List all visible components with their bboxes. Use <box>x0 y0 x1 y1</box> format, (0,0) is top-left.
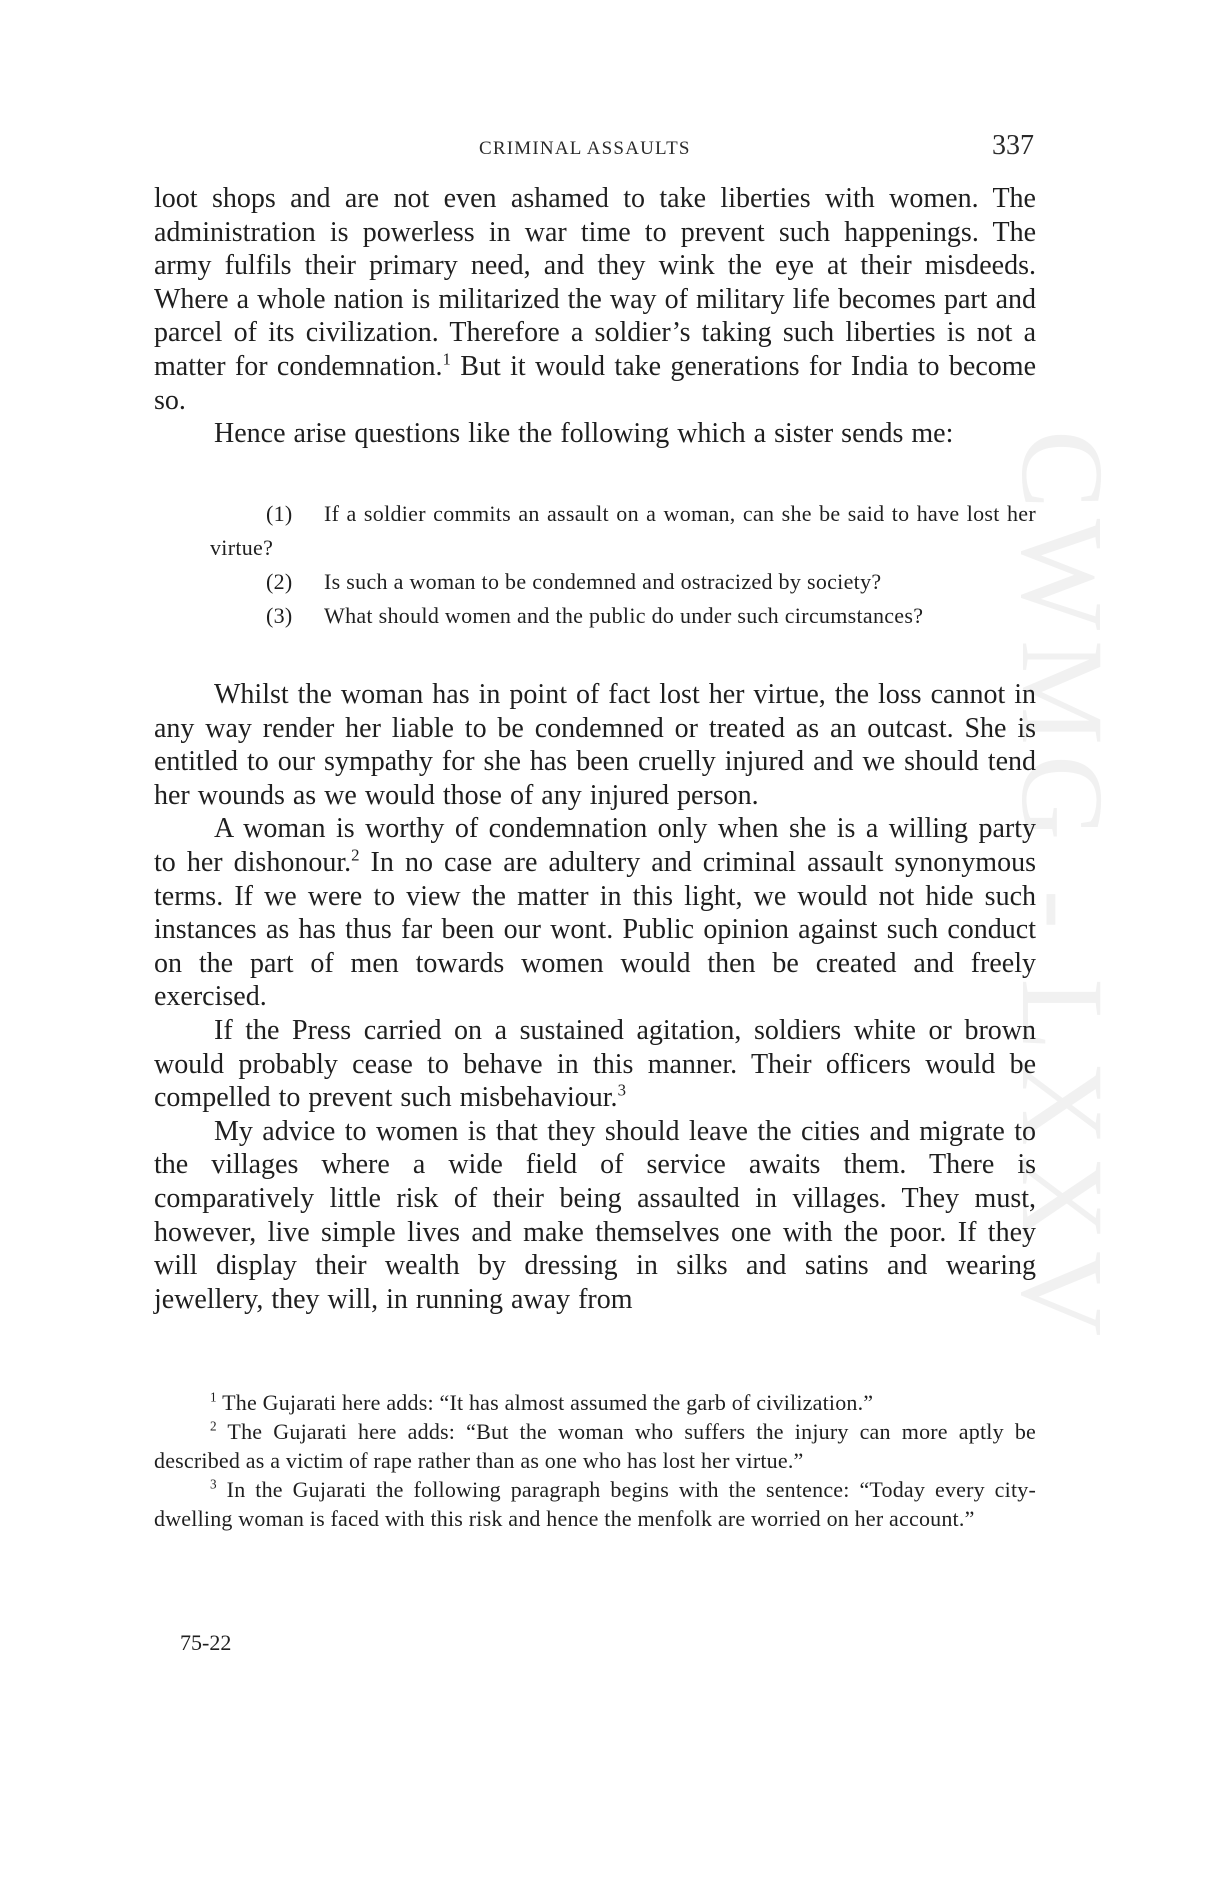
paragraph-4-text: A woman is worthy of condemnation only when she is a willing party to her dishonour. <box>154 813 1036 878</box>
paragraph-5 <box>154 1014 1036 1115</box>
question-item <box>210 565 1036 599</box>
page-header <box>154 130 1034 170</box>
paragraph-2: Hence arise questions like the following which a sister sends me: <box>214 418 954 450</box>
question-text: What should women and the public do under such circumstances? <box>324 603 924 628</box>
question-item <box>210 497 1036 565</box>
footnote-text: The Gujarati here adds: “It has almost assumed the garb of civilization.” <box>216 1390 874 1415</box>
footnote <box>154 1475 1036 1533</box>
question-list <box>210 497 1036 633</box>
footnote-marker: 3 <box>210 1476 217 1492</box>
paragraph-1 <box>154 182 1036 417</box>
question-item <box>210 599 1036 633</box>
sheet-mark: 75-22 <box>180 1630 232 1655</box>
watermark <box>997 430 1130 1550</box>
paragraph-1-text: loot shops and are not even ashamed to take liberties with women. The administration is powerless in war time to prevent such happenings. The army fulfils their primary need, and they wink the eye at their misdeeds. Where a whole nation is militarized the way of military life becomes part and parcel of its civilization. Therefore a soldier’s taking such liberties is not a matter for condemnation. <box>154 183 1036 382</box>
paragraph-5-text: If the Press carried on a sustained agitation, soldiers white or brown would probably cease to behave in this manner. Their officers would be compelled to prevent such misbehaviour. <box>154 1014 1036 1114</box>
footnote <box>154 1417 1036 1475</box>
footnote-text: In the Gujarati the following paragraph begins with the sentence: “Today every city-dwelling woman is faced with this risk and hence the menfolk are worried on her account.” <box>154 1477 1036 1531</box>
footnote-ref-3: 3 <box>617 1080 626 1100</box>
paragraph-3: Whilst the woman has in point of fact lost her virtue, the loss cannot in any way render her liable to be condemned or treated as an outcast. She is entitled to our sympathy for she has been cruelly injured and we should tend her wounds as we would those of any injured person. <box>154 679 1036 811</box>
footnote-ref-1: 1 <box>442 349 451 369</box>
body-text-top <box>154 182 1036 451</box>
paragraph-1-tail: But it would take generations for India to become so. <box>154 350 1036 416</box>
footnote-marker: 2 <box>210 1418 217 1434</box>
paragraph-4-rest: In no case are adultery and criminal assault synonymous terms. If we were to view the matter in this light, we would not hide such instances as has thus far been our wont. Public opinion against such conduct on the part of men towards women would then be created and freely exercised. <box>154 846 1036 1013</box>
footnote <box>154 1388 1036 1417</box>
question-number: (3) <box>266 603 293 628</box>
question-text: If a soldier commits an assault on a woman, can she be said to have lost her virtue? <box>210 501 1036 560</box>
question-number: (2) <box>266 569 293 594</box>
footnote-marker: 1 <box>210 1389 217 1405</box>
watermark-text: CWMG - LXXV <box>997 430 1128 1347</box>
body-text-bottom <box>154 678 1036 1316</box>
paragraph-4 <box>154 812 1036 1014</box>
footnote-text: The Gujarati here adds: “But the woman who suffers the injury can more aptly be described as a victim of rape rather than as one who has lost her virtue.” <box>154 1419 1036 1473</box>
question-number: (1) <box>266 501 293 526</box>
running-head: CRIMINAL ASSAULTS <box>479 138 691 159</box>
paragraph-6: My advice to women is that they should leave the cities and migrate to the villages where a wide field of service awaits them. There is comparatively little risk of their being assaulted in villages. They must, however, live simple lives and make themselves one with the poor. If they will display their wealth by dressing in silks and satins and wearing jewellery, they will, in running away from <box>154 1115 1036 1315</box>
page-number: 337 <box>992 130 1034 161</box>
question-text: Is such a woman to be condemned and ostracized by society? <box>324 569 882 594</box>
footnote-ref-2: 2 <box>351 845 360 865</box>
footnotes <box>154 1388 1036 1533</box>
